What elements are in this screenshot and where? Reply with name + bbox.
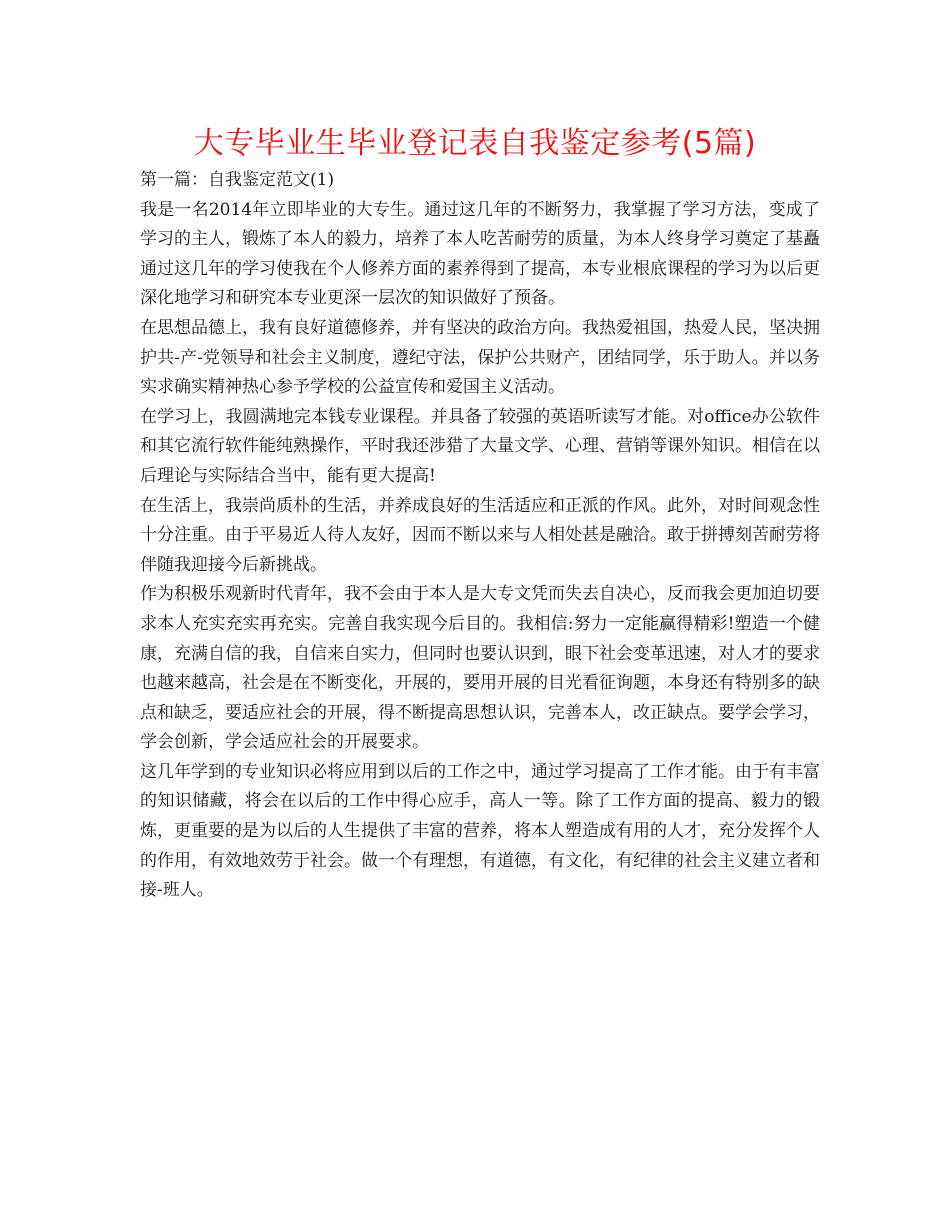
document-body	[140, 166, 820, 906]
paragraph-life: 在生活上，我崇尚质朴的生活，并养成良好的生活适应和正派的作风。此外，对时间观念性十分注重。由于平易近人待人友好，因而不断以来与人相处甚是融洽。敢于拼搏刻苦耐劳将伴随我迎接今后新挑战。	[140, 495, 820, 575]
paragraph-outlook: 作为积极乐观新时代青年，我不会由于本人是大专文凭而失去自决心，反而我会更加迫切要求本人充实充实再充实。完善自我实现今后目的。我相信:努力一定能赢得精彩!塑造一个健康，充满自信的我，自信来自实力，但同时也要认识到，眼下社会变革迅速，对人才的要求也越来越高，社会是在不断变化，开展的，要用开展的目光看征询题，本身还有特别多的缺点和缺乏，要适应社会的开展，得不断提高思想认识，完善本人，改正缺点。要学会学习，学会创新，学会适应社会的开展要求。	[140, 584, 820, 753]
paragraph-study: 在学习上，我圆满地完本钱专业课程。并具备了较强的英语听读写才能。对office办公软件和其它流行软件能纯熟操作，平时我还涉猎了大量文学、心理、营销等课外知识。相信在以后理论与实际结合当中，能有更大提高!	[140, 406, 820, 486]
section-heading: 第一篇：自我鉴定范文(1)	[140, 170, 335, 190]
paragraph-morality: 在思想品德上，我有良好道德修养，并有坚决的政治方向。我热爱祖国，热爱人民，坚决拥护共-产-党领导和社会主义制度，遵纪守法，保护公共财产，团结同学，乐于助人。并以务实求确实精神热心参予学校的公益宣传和爱国主义活动。	[140, 317, 820, 398]
paragraph-conclusion: 这几年学到的专业知识必将应用到以后的工作之中，通过学习提高了工作才能。由于有丰富的知识储藏，将会在以后的工作中得心应手，高人一等。除了工作方面的提高、毅力的锻炼，更重要的是为以后的人生提供了丰富的营养，将本人塑造成有用的人才，充分发挥个人的作用，有效地效劳于社会。做一个有理想，有道德，有文化，有纪律的社会主义建立者和接-班人。	[140, 761, 820, 901]
paragraph-intro: 我是一名2014年立即毕业的大专生。通过这几年的不断努力，我掌握了学习方法，变成了学习的主人，锻炼了本人的毅力，培养了本人吃苦耐劳的质量，为本人终身学习奠定了基矗通过这几年的学习使我在个人修养方面的素养得到了提高，本专业根底课程的学习为以后更深化地学习和研究本专业更深一层次的知识做好了预备。	[140, 199, 820, 309]
document-title: 大专毕业生毕业登记表自我鉴定参考(5篇)	[193, 126, 757, 161]
